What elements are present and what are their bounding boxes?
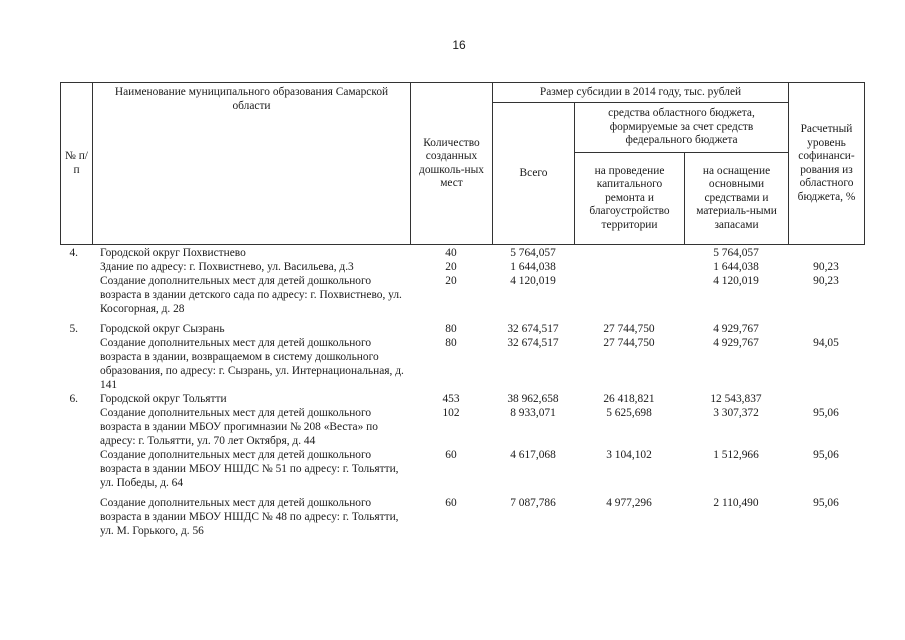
row-equip: 3 307,372 [713, 407, 759, 419]
table-row [60, 448, 864, 490]
row-qty: 80 [445, 323, 457, 335]
row-level: 90,23 [813, 261, 839, 273]
header-repair: на проведение капитального ремонта и благоустройство территории [575, 153, 685, 245]
table-header [60, 82, 865, 245]
row-name: Создание дополнительных мест для детей дошкольного возраста в здании, возвращаемом в систему дошкольного образования, по адресу: г. Сызрань, ул. Интернациональная, д. 141 [100, 337, 404, 391]
row-name: Здание по адресу: г. Похвистнево, ул. Васильева, д.3 [100, 261, 354, 273]
row-level [788, 322, 864, 336]
row-level: 94,05 [813, 337, 839, 349]
row-repair [574, 274, 684, 316]
header-equip: на оснащение основными средствами и материаль-ными запасами [685, 153, 789, 245]
row-num: 5. [69, 323, 78, 335]
row-total: 4 617,068 [510, 449, 556, 461]
row-level: 95,06 [813, 407, 839, 419]
table-row [60, 322, 864, 336]
header-subsidy-group: Размер субсидии в 2014 году, тыс. рублей [493, 83, 789, 103]
row-total: 7 087,786 [510, 497, 556, 509]
table-row [60, 406, 864, 448]
row-repair: 3 104,102 [606, 449, 652, 461]
table-row [60, 336, 864, 392]
header-name: Наименование муниципального образования Самарской области [93, 83, 411, 245]
table-row [60, 496, 864, 538]
row-level [788, 246, 864, 260]
row-name: Городской округ Сызрань [100, 323, 225, 335]
header-level: Расчетный уровень софинанси-рования из областного бюджета, % [789, 83, 865, 245]
row-qty: 102 [442, 407, 460, 419]
row-equip: 4 929,767 [713, 337, 759, 349]
row-qty: 60 [445, 449, 457, 461]
row-qty: 60 [445, 497, 457, 509]
row-qty: 80 [445, 337, 457, 349]
table-row [60, 246, 864, 260]
row-total: 8 933,071 [510, 407, 556, 419]
row-equip: 1 644,038 [713, 261, 759, 273]
row-name: Создание дополнительных мест для детей дошкольного возраста в здании детского сада по адресу: г. Похвистнево, ул. Косогорная, д. 28 [100, 275, 402, 315]
row-repair: 5 625,698 [606, 407, 652, 419]
row-equip: 1 512,966 [713, 449, 759, 461]
row-num [60, 448, 92, 490]
row-num [60, 336, 92, 392]
row-repair: 4 977,296 [606, 497, 652, 509]
row-total: 32 674,517 [507, 323, 559, 335]
row-repair: 27 744,750 [603, 337, 655, 349]
row-qty: 453 [442, 393, 460, 405]
table-row [60, 260, 864, 274]
row-level: 95,06 [813, 497, 839, 509]
table-row [60, 274, 864, 316]
row-level: 95,06 [813, 449, 839, 461]
row-total: 4 120,019 [510, 275, 556, 287]
row-total: 1 644,038 [510, 261, 556, 273]
row-equip: 5 764,057 [713, 247, 759, 259]
row-level: 90,23 [813, 275, 839, 287]
row-equip: 12 543,837 [710, 393, 762, 405]
table-row [60, 392, 864, 406]
row-total: 32 674,517 [507, 337, 559, 349]
row-num: 6. [69, 393, 78, 405]
row-repair [574, 260, 684, 274]
row-equip: 4 120,019 [713, 275, 759, 287]
row-repair: 27 744,750 [603, 323, 655, 335]
data-table [60, 246, 864, 538]
row-num: 4. [69, 247, 78, 259]
page-number: 16 [452, 38, 466, 52]
row-repair: 26 418,821 [603, 393, 655, 405]
row-name: Городской округ Тольятти [100, 393, 227, 405]
header-federal-group: средства областного бюджета, формируемые за счет средств федерального бюджета [575, 103, 789, 153]
row-name: Создание дополнительных мест для детей дошкольного возраста в здании МБОУ НШДС № 51 по адресу: г. Тольятти, ул. Победы, д. 64 [100, 449, 399, 489]
row-qty: 40 [445, 247, 457, 259]
row-name: Городской округ Похвистнево [100, 247, 246, 259]
header-qty: Количество созданных дошколь-ных мест [411, 83, 493, 245]
row-name: Создание дополнительных мест для детей дошкольного возраста в здании МБОУ прогимназии № 208 «Веста» по адресу: г. Тольятти, ул. 70 лет Октября, д. 44 [100, 407, 378, 447]
row-total: 38 962,658 [507, 393, 559, 405]
row-qty: 20 [445, 275, 457, 287]
header-total: Всего [493, 103, 575, 245]
row-total: 5 764,057 [510, 247, 556, 259]
row-name: Создание дополнительных мест для детей дошкольного возраста в здании МБОУ НШДС № 48 по адресу: г. Тольятти, ул. М. Горького, д. 56 [100, 497, 399, 537]
row-equip: 2 110,490 [713, 497, 759, 509]
row-qty: 20 [445, 261, 457, 273]
row-num [60, 260, 92, 274]
row-repair [574, 246, 684, 260]
row-num [60, 406, 92, 448]
row-equip: 4 929,767 [713, 323, 759, 335]
header-num: № п/п [61, 83, 93, 245]
row-level [788, 392, 864, 406]
row-num [60, 274, 92, 316]
row-num [60, 496, 92, 538]
